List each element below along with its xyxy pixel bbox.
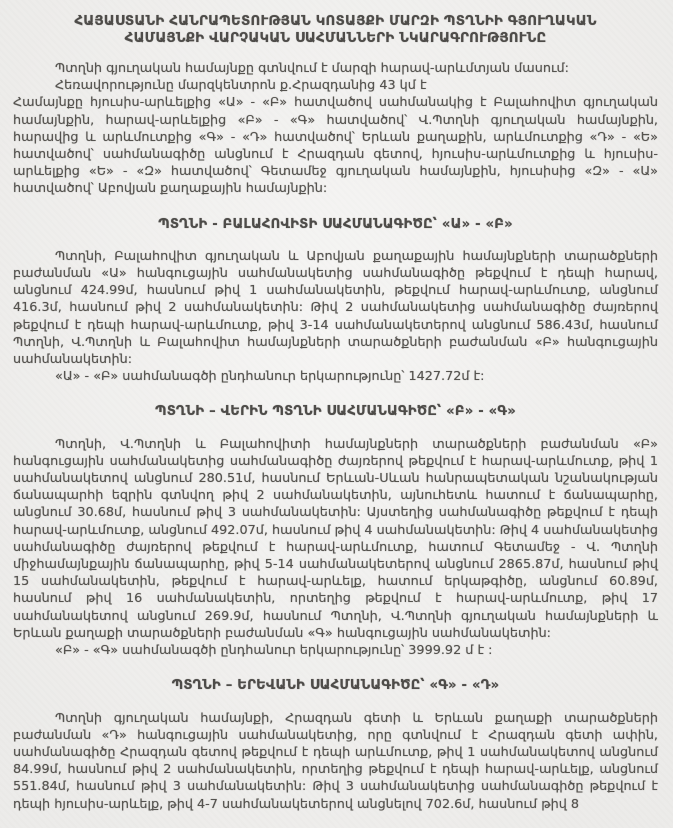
section-body-b-g: Պտղնի, Վ.Պտղնի և Բալահովիտի համայնքների տարածքների բաժանման «Բ» հանգուցային սահմանակետից սահմանագիծը ժայռերով թեքվում է հարավ-արևմուտք, թիվ 1 սահմանակետով անցնում 280.51մ, հասնում Երևան-Սևան հանրապետական նշանակության ճանապարհի եզրին գտնվող թիվ 2 սահմանակետին, այնուհետև հատում է ճանապարհը, անցնում 30.68մ, հասնում թիվ 3 սահմանակետին: Այստեղից սահմանագիծը թեքվում է դեպի հարավ-արևմուտք, անցնում 492.07մ, հասնում թիվ 4 սահմանակետին: Թիվ 4 սահմանակետից սահմանագիծը ժայռերով թեքվում է հարավ-արևմուտք, հատում Գետամեջ - Վ. Պտղնի միջհամայնքային ճանապարհը, թիվ 5-14 սահմանակետերով անցնում 2865.87մ, հասնում թիվ 15 սահմանակետին, թեքվում է հարավ-արևելք, հատում երկաթգիծը, անցնում 60.89մ, հասնում թիվ 16 սահմանակետին, որտեղից թեքվում է հարավ-արևմուտք, թիվ 17 սահմանակետով անցնում 269.9մ, հասնում Պտղնի, Վ.Պտղնի գյուղական համայնքների և Երևան քաղաքի տարածքների բաժանման «Գ» հանգուցային սահմանակետին: [13,436,658,641]
section-heading-g-d: ՊՏՂՆԻ – ԵՐԵՎԱՆԻ ՍԱՀՄԱՆԱԳԻԾԸ՝ «Գ» - «Դ» [171,678,500,694]
intro-paragraph-location: Պտղնի գյուղական համայնքը գտնվում է մարզի հարավ-արևմտյան մասում: [55,61,569,76]
section-ptghni-verin-ptghni [13,403,658,659]
section-body-a-b: Պտղնի, Բալահովիտ գյուղական և Աբովյան քաղաքային համայնքների տարածքների բաժանման «Ա» հանգուցային սահմանակետից սահմանագիծը թեքվում է դեպի հարավ, անցնում 424.99մ, հասնում թիվ 1 սահմանակետին, թեքվում հարավ-արևմուտք, անցնում 416.3մ, հասնում թիվ 2 սահմանակետին: Թիվ 2 սահմանակետից սահմանագիծը ժայռերով թեքվում է դեպի հարավ-արևմուտք, թիվ 3-14 սահմանակետերով անցնում 586.43մ, հասնում Պտղնի, Վ.Պտղնի և Բալահովիտ համայնքների տարածքների բաժանման «Բ» հանգուցային սահմանակետին: [13,248,658,368]
document-title-line-2: ՀԱՄԱՅՆՔԻ ՎԱՐՉԱԿԱՆ ՍԱՀՄԱՆՆԵՐԻ ՆԿԱՐԱԳՐՈՒԹՅՈՒՆԸ [124,30,547,46]
section-heading-a-b: ՊՏՂՆԻ - ԲԱԼԱՀՈՎԻՏԻ ՍԱՀՄԱՆԱԳԻԾԸ՝ «Ա» - «Բ» [158,216,513,232]
section-ptghni-yerevan [13,677,658,812]
intro-paragraph-distance: Հեռավորությունը մարզկենտրոն ք.Հրազդանից 43 կմ է [55,78,427,94]
section-length-a-b: «Ա» - «Բ» սահմանագծի ընդհանուր երկարությունը՝ 1427.72մ է: [55,369,485,385]
section-heading-b-g: ՊՏՂՆԻ – ՎԵՐԻՆ ՊՏՂՆԻ ՍԱՀՄԱՆԱԳԻԾԸ՝ «Բ» - «Գ» [155,404,516,420]
section-ptghni-balahovit [13,216,658,386]
section-length-b-g: «Բ» - «Գ» սահմանագծի ընդհանուր երկարությունը՝ 3999.92 մ է : [55,643,493,659]
intro-paragraph-borders: Համայնքը հյուսիս-արևելքից «Ա» - «Բ» հատվածով սահմանակից է Բալահովիտ գյուղական համայնքին, հարավ-արևելքից «Բ» - «Գ» հատվածով՝ Վ.Պտղնի գյուղական համայնքին, հարավից և արևմուտքից «Գ» - «Դ» հատվածով՝ Երևան քաղաքին, արևմուտքից «Դ» - «Ե» հատվածով՝ սահմանագիծը անցնում է Հրազդան գետով, հյուսիս-արևմուտքից և հյուսիս-արևելքից «Ե» - «Զ» հատվածով՝ Գետամեջ գյուղական համայնքին, հյուսիսից «Զ» - «Ա» հատվածով՝ Աբովյան քաղաքային համայնքին: [13,95,658,197]
section-body-g-d: Պտղնի գյուղական համայնքի, Հրազդան գետի և Երևան քաղաքի տարածքների բաժանման «Դ» հանգուցային սահմանակետից, որը գտնվում է Հրազդան գետի ափին, սահմանագիծը Հրազդան գետով թեքվում է դեպի արևմուտք, թիվ 1 սահմանակետով անցնում 84.99մ, հասնում թիվ 2 սահմանակետին, որտեղից թեքվում է դեպի հարավ-արևելք, անցնում 551.84մ, հասնում թիվ 3 սահմանակետին: Թիվ 3 սահմանակետից սահմանագիծը թեքվում է դեպի հյուսիս-արևելք, թիվ 4-7 սահմանակետերով անցնելով 702.6մ, հասնում թիվ 8 [13,710,658,812]
intro-block [13,60,658,198]
document-title-line-1: ՀԱՅԱՍՏԱՆԻ ՀԱՆՐԱՊԵՏՈՒԹՅԱՆ ԿՈՏԱՅՔԻ ՄԱՐԶԻ ՊՏՂՆԻԻ ԳՅՈՒՂԱԿԱՆ [74,14,597,29]
document-title [23,14,648,47]
